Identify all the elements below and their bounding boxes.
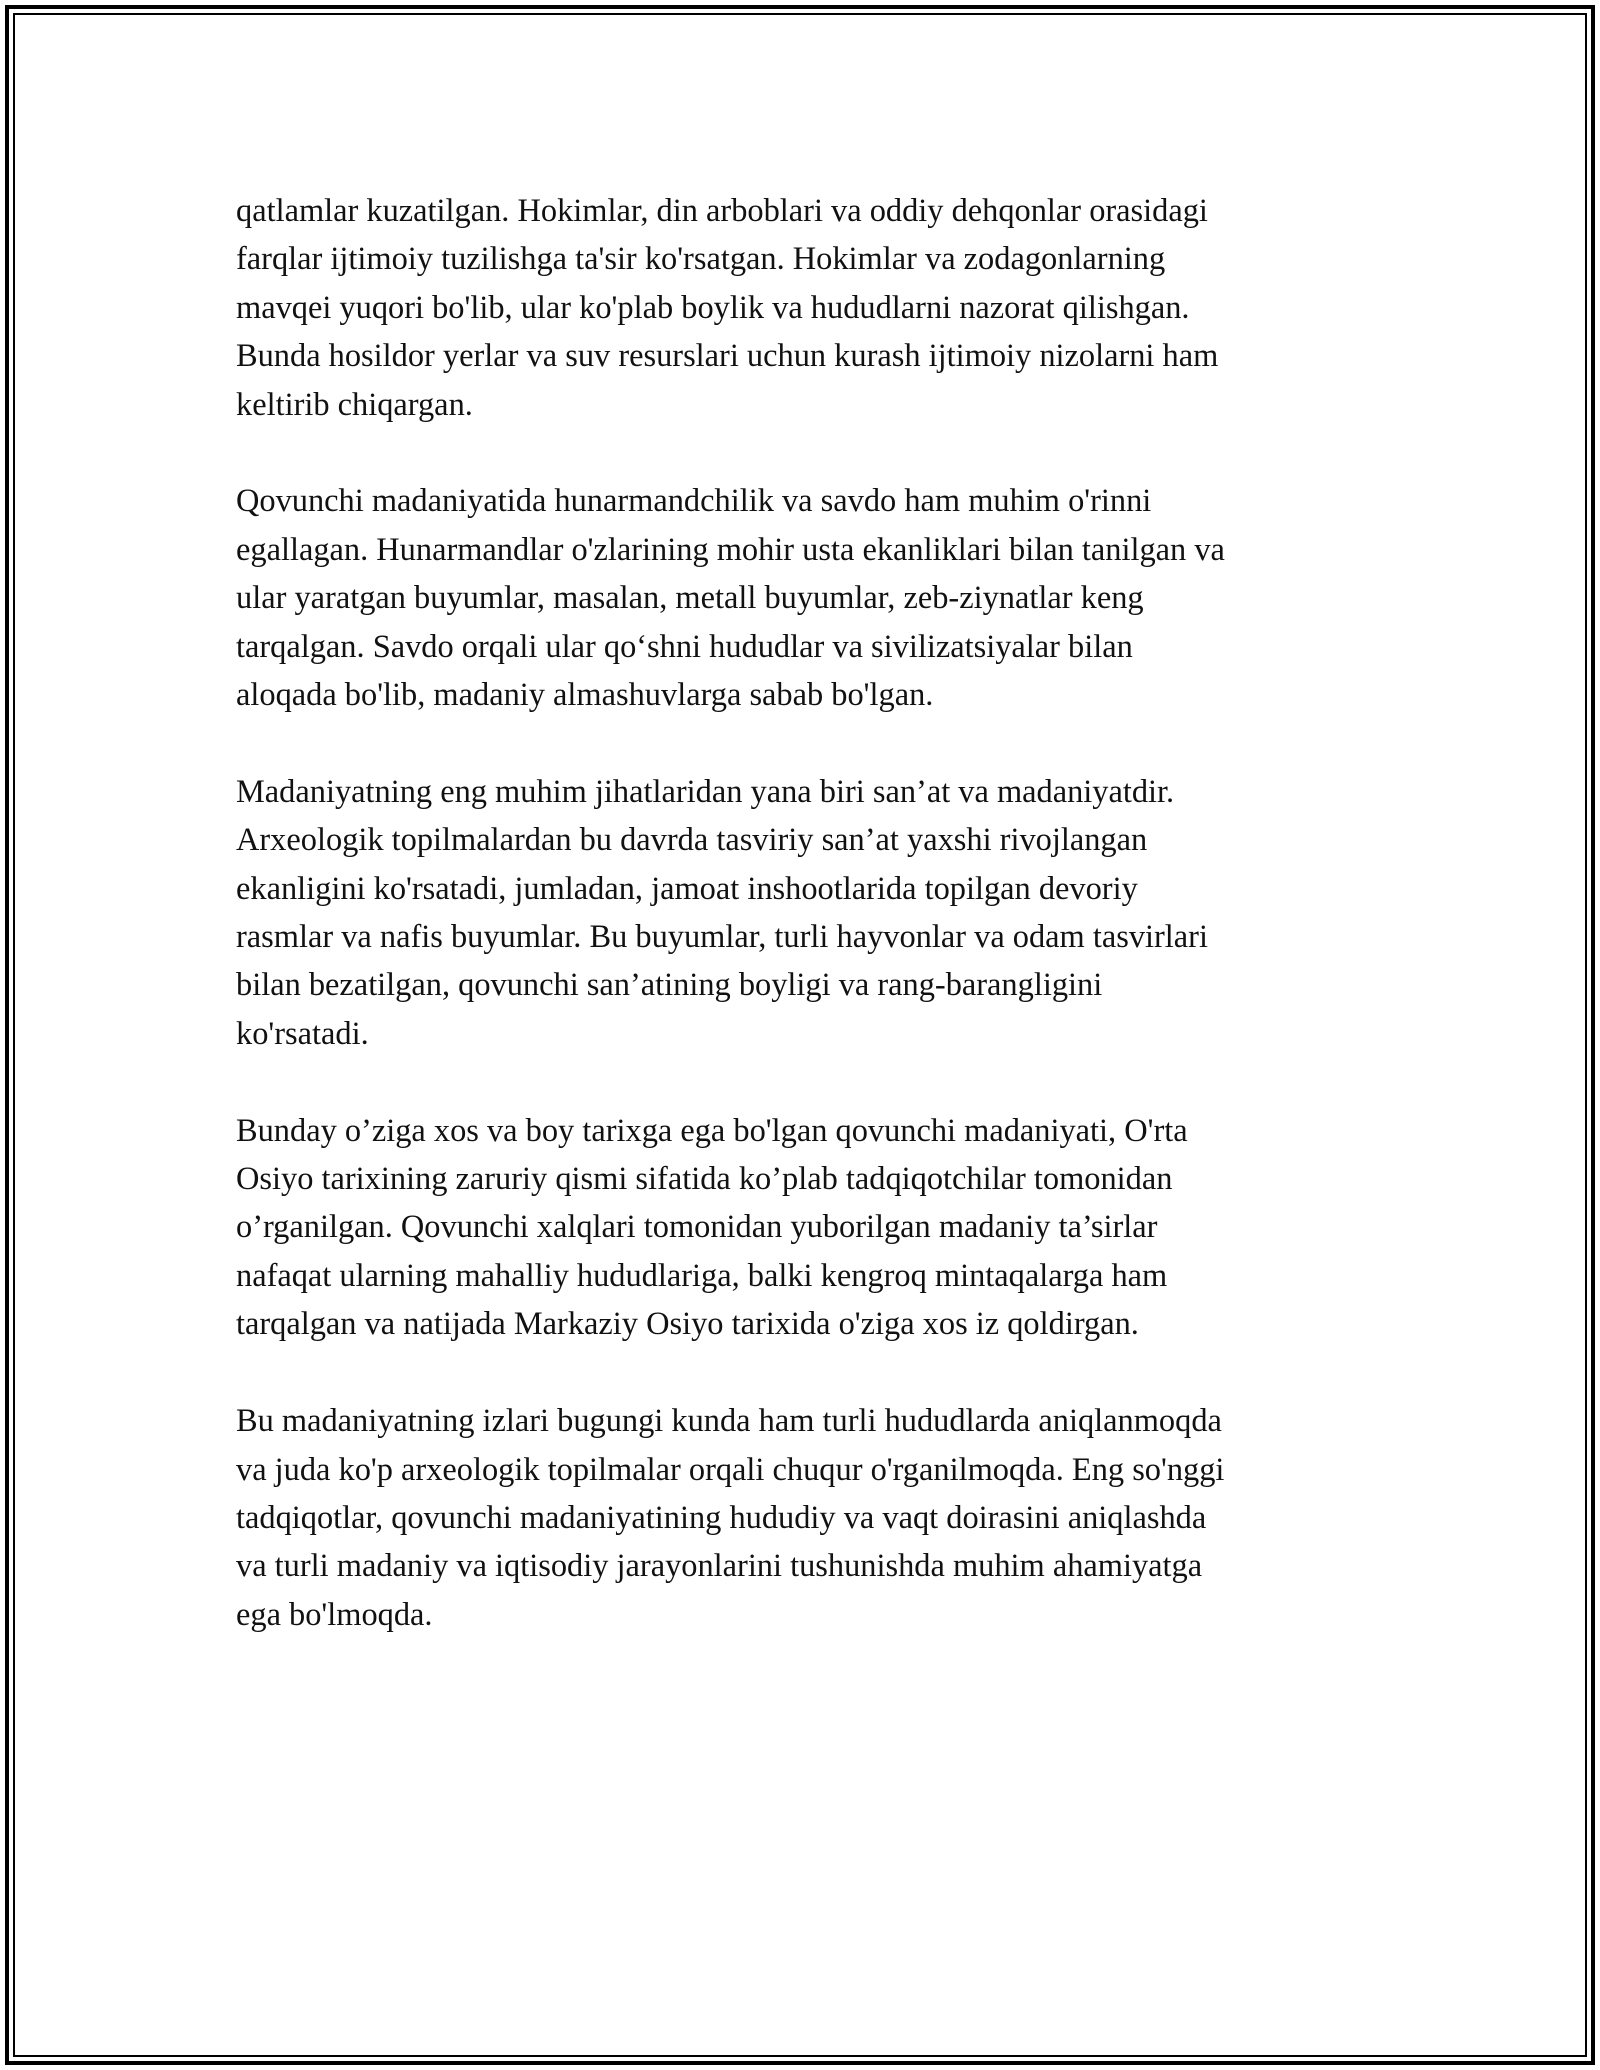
- text-line: keltirib chiqargan.: [236, 386, 473, 423]
- text-line: bilan bezatilgan, qovunchi san’atining boyligi va rang-barangligini: [236, 967, 1103, 1004]
- text-line: qatlamlar kuzatilgan. Hokimlar, din arboblari va oddiy dehqonlar orasidagi: [236, 193, 1208, 229]
- text-line: o’rganilgan. Qovunchi xalqlari tomonidan yuborilgan madaniy ta’sirlar: [236, 1209, 1158, 1246]
- text-line: va turli madaniy va iqtisodiy jarayonlarini tushunishda muhim ahamiyatga: [236, 1548, 1203, 1585]
- text-line: tadqiqotlar, qovunchi madaniyatining hududiy va vaqt doirasini aniqlashda: [236, 1499, 1207, 1536]
- text-line: Arxeologik topilmalardan bu davrda tasviriy san’at yaxshi rivojlangan: [236, 822, 1148, 859]
- text-line: tarqalgan va natijada Markaziy Osiyo tarixida o'ziga xos iz qoldirgan.: [236, 1306, 1139, 1343]
- text-line: ko'rsatadi.: [236, 1015, 369, 1052]
- text-line: nafaqat ularning mahalliy hududlariga, balki kengroq mintaqalarga ham: [236, 1257, 1168, 1294]
- text-line: Bunda hosildor yerlar va suv resurslari uchun kurash ijtimoiy nizolarni ham: [236, 338, 1219, 375]
- paragraph: [236, 477, 1366, 719]
- text-line: Bunday o’ziga xos va boy tarixga ega bo'lgan qovunchi madaniyati, O'rta: [236, 1112, 1188, 1149]
- text-line: Qovunchi madaniyatida hunarmandchilik va savdo ham muhim o'rinni: [236, 483, 1152, 520]
- text-line: aloqada bo'lib, madaniy almashuvlarga sabab bo'lgan.: [236, 677, 934, 714]
- text-line: ular yaratgan buyumlar, masalan, metall buyumlar, zeb-ziynatlar keng: [236, 580, 1144, 617]
- paragraph: [236, 187, 1366, 429]
- text-line: rasmlar va nafis buyumlar. Bu buyumlar, turli hayvonlar va odam tasvirlari: [236, 919, 1208, 956]
- text-line: va juda ko'p arxeologik topilmalar orqali chuqur o'rganilmoqda. Eng so'nggi: [236, 1451, 1225, 1488]
- paragraph: [236, 1107, 1366, 1349]
- text-line: Bu madaniyatning izlari bugungi kunda ham turli hududlarda aniqlanmoqda: [236, 1403, 1222, 1440]
- text-line: ekanligini ko'rsatadi, jumladan, jamoat inshootlarida topilgan devoriy: [236, 870, 1138, 907]
- text-line: ega bo'lmoqda.: [236, 1596, 433, 1633]
- text-line: Madaniyatning eng muhim jihatlaridan yana biri san’at va madaniyatdir.: [236, 773, 1175, 810]
- paragraph: [236, 1397, 1366, 1639]
- text-line: Osiyo tarixining zaruriy qismi sifatida ko’plab tadqiqotchilar tomonidan: [236, 1161, 1173, 1198]
- text-line: mavqei yuqori bo'lib, ular ko'plab boylik va hududlarni nazorat qilishgan.: [236, 289, 1190, 326]
- text-line: tarqalgan. Savdo orqali ular qo‘shni hududlar va sivilizatsiyalar bilan: [236, 628, 1133, 665]
- document-body: [236, 187, 1366, 1688]
- paragraph: [236, 768, 1366, 1058]
- text-line: farqlar ijtimoiy tuzilishga ta'sir ko'rsatgan. Hokimlar va zodagonlarning: [236, 241, 1166, 278]
- text-line: egallagan. Hunarmandlar o'zlarining mohir usta ekanliklari bilan tanilgan va: [236, 531, 1225, 568]
